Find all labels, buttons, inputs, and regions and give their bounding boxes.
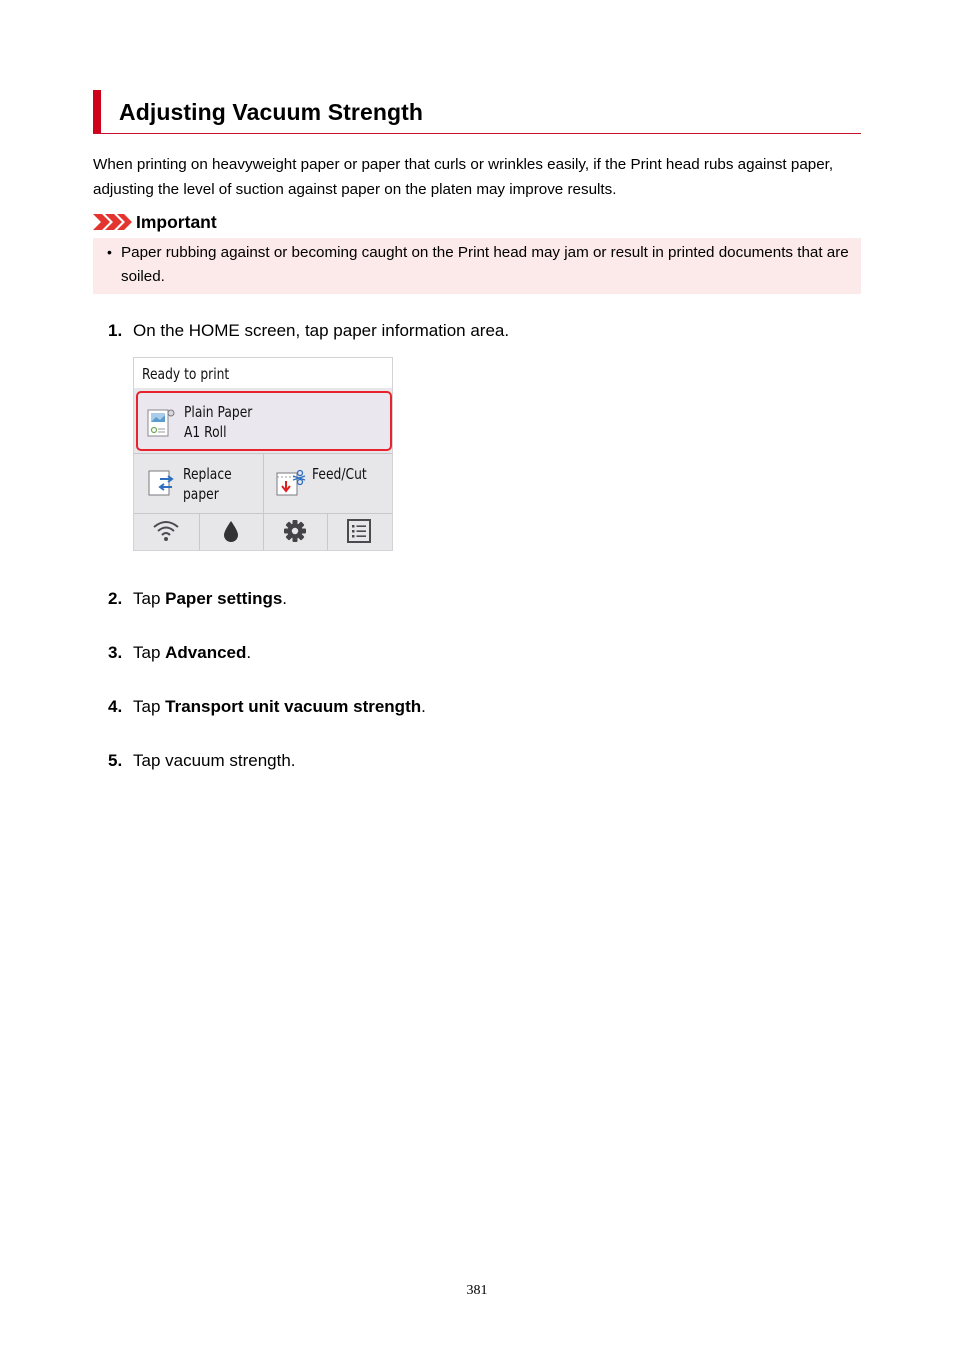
step-number: 4. bbox=[108, 697, 123, 716]
step-number: 1. bbox=[108, 321, 123, 340]
home-screen-illustration bbox=[133, 357, 393, 551]
replace-line-2: paper bbox=[183, 485, 219, 503]
replace-line-1: Replace bbox=[183, 465, 232, 483]
heading-accent-bar bbox=[93, 90, 101, 133]
step-text: On the HOME screen, tap paper information area. bbox=[133, 321, 510, 340]
step-text bbox=[133, 589, 287, 609]
step-prefix: Tap bbox=[133, 589, 166, 608]
wifi-icon[interactable] bbox=[151, 518, 181, 544]
paper-information-area[interactable] bbox=[136, 391, 392, 451]
replace-paper-label bbox=[183, 464, 232, 504]
divider bbox=[199, 513, 200, 551]
list-icon[interactable] bbox=[344, 518, 374, 544]
status-bar bbox=[134, 358, 392, 388]
step-number: 5. bbox=[108, 751, 123, 770]
step-text bbox=[133, 643, 251, 663]
step-text bbox=[133, 697, 426, 717]
step-suffix: . bbox=[246, 643, 252, 662]
ui-term: Transport unit vacuum strength bbox=[165, 697, 422, 716]
ink-drop-icon[interactable] bbox=[216, 518, 246, 544]
step-prefix: Tap bbox=[133, 697, 166, 716]
step-suffix: . bbox=[282, 589, 288, 608]
step-prefix: Tap bbox=[133, 643, 166, 662]
page-heading bbox=[93, 90, 861, 134]
step-suffix: . bbox=[421, 697, 426, 716]
paper-size: A1 Roll bbox=[184, 423, 227, 441]
step-number: 3. bbox=[108, 643, 123, 662]
intro-paragraph: When printing on heavyweight paper or paper that curls or wrinkles easily, if the Print head rubs against paper, adjusting the level of suction against paper on the platen may improve results. bbox=[93, 156, 834, 198]
ui-term: Advanced bbox=[165, 643, 247, 662]
feed-cut-label: Feed/Cut bbox=[312, 465, 367, 483]
important-item: Paper rubbing against or becoming caught on the Print head may jam or result in printed documents that are soiled. bbox=[121, 244, 849, 285]
step-number: 2. bbox=[108, 589, 123, 608]
paper-type: Plain Paper bbox=[184, 403, 253, 421]
important-chevrons-icon bbox=[93, 213, 133, 231]
feed-cut-icon bbox=[275, 468, 307, 498]
ui-term: Paper settings bbox=[165, 589, 283, 608]
divider bbox=[263, 453, 264, 513]
step-text: Tap vacuum strength. bbox=[133, 751, 296, 770]
page-title: Adjusting Vacuum Strength bbox=[119, 99, 424, 125]
important-heading: Important bbox=[136, 212, 217, 232]
paper-info-text bbox=[184, 402, 252, 442]
page-number: 381 bbox=[466, 1283, 488, 1298]
replace-paper-icon bbox=[146, 468, 176, 498]
status-text: Ready to print bbox=[142, 365, 230, 383]
divider bbox=[327, 513, 328, 551]
paper-roll-icon bbox=[147, 406, 175, 438]
gear-icon[interactable] bbox=[280, 518, 310, 544]
important-box bbox=[93, 238, 861, 294]
bullet-icon: • bbox=[107, 244, 112, 260]
divider bbox=[263, 513, 264, 551]
